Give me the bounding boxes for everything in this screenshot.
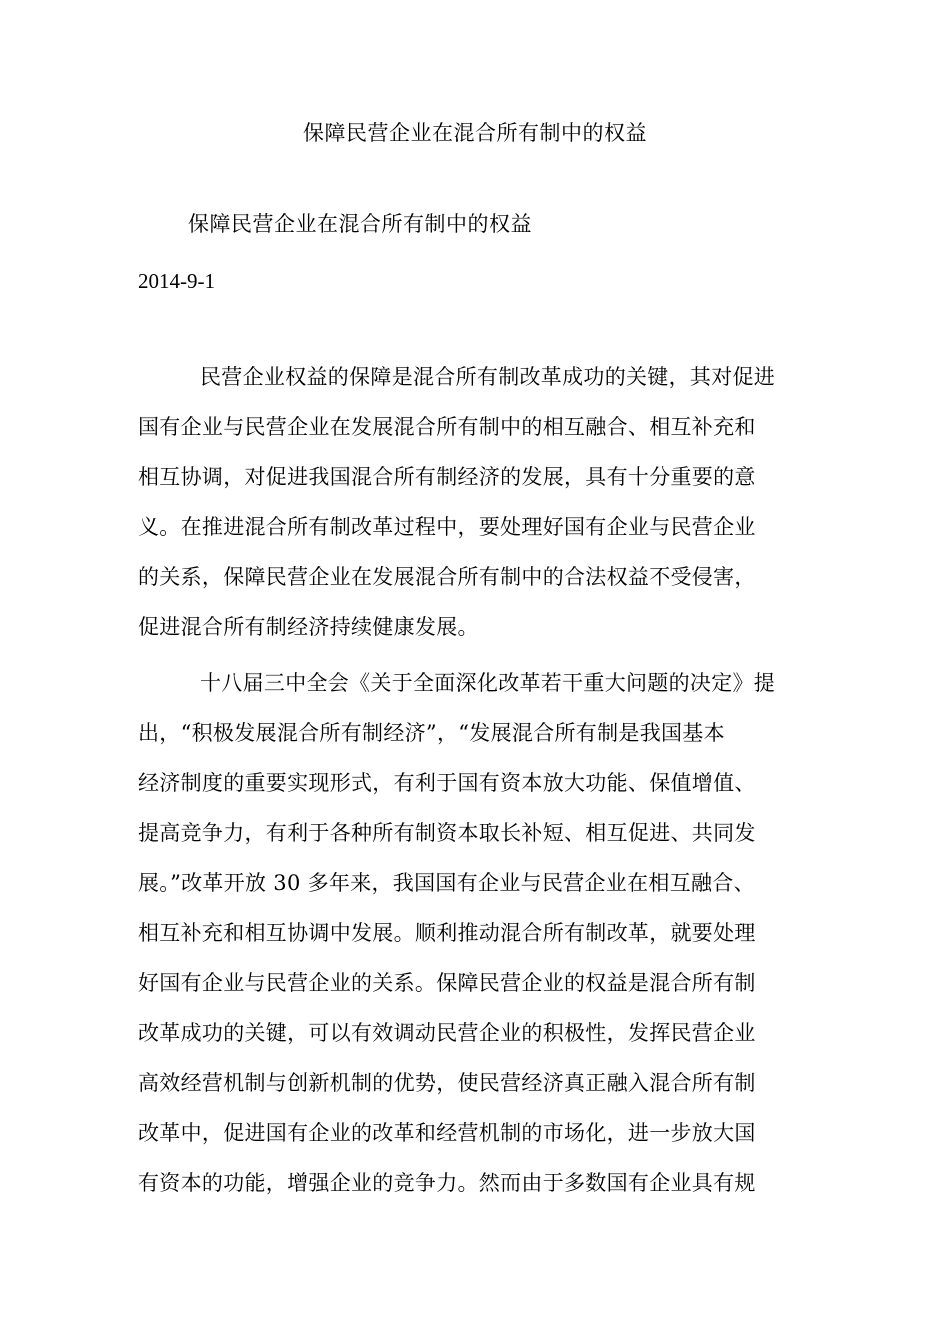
paragraph-line: 相互补充和相互协调中发展。顺利推动混合所有制改革，就要处理 <box>138 921 756 945</box>
paragraph-line: 促进混合所有制经济持续健康发展。 <box>138 615 479 639</box>
paragraph-line: 的关系，保障民营企业在发展混合所有制中的合法权益不受侵害， <box>138 565 756 589</box>
paragraph-line: 改革成功的关键，可以有效调动民营企业的积极性，发挥民营企业 <box>138 1021 756 1045</box>
paragraph-line: 国有企业与民营企业在发展混合所有制中的相互融合、相互补充和 <box>138 415 756 439</box>
paragraph-1 <box>138 352 798 652</box>
paragraph-line: 相互协调，对促进我国混合所有制经济的发展，具有十分重要的意 <box>138 465 756 489</box>
paragraph-2 <box>138 658 798 1208</box>
paragraph-line: 出，“积极发展混合所有制经济”，“发展混合所有制是我国基本 <box>138 721 725 745</box>
paragraph-line: 经济制度的重要实现形式，有利于国有资本放大功能、保值增值、 <box>138 771 756 795</box>
paragraph-line: 高效经营机制与创新机制的优势，使民营经济真正融入混合所有制 <box>138 1071 756 1095</box>
paragraph-line: 改革中，促进国有企业的改革和经营机制的市场化，进一步放大国 <box>138 1121 756 1145</box>
paragraph-line: 义。在推进混合所有制改革过程中，要处理好国有企业与民营企业 <box>138 515 756 539</box>
document-title: 保障民营企业在混合所有制中的权益 <box>303 121 647 145</box>
document-date: 2014-9-1 <box>138 269 215 293</box>
paragraph-line: 民营企业权益的保障是混合所有制改革成功的关键，其对促进 <box>200 365 776 389</box>
paragraph-line: 十八届三中全会《关于全面深化改革若干重大问题的决定》提 <box>200 671 776 695</box>
paragraph-line: 有资本的功能，增强企业的竞争力。然而由于多数国有企业具有规 <box>138 1171 756 1195</box>
paragraph-line: 提高竞争力，有利于各种所有制资本取长补短、相互促进、共同发 <box>138 821 756 845</box>
paragraph-line: 展。”改革开放 30 多年来，我国国有企业与民营企业在相互融合、 <box>138 871 755 895</box>
document-subtitle: 保障民营企业在混合所有制中的权益 <box>188 212 532 236</box>
paragraph-line: 好国有企业与民营企业的关系。保障民营企业的权益是混合所有制 <box>138 971 756 995</box>
document-body <box>138 352 798 1208</box>
